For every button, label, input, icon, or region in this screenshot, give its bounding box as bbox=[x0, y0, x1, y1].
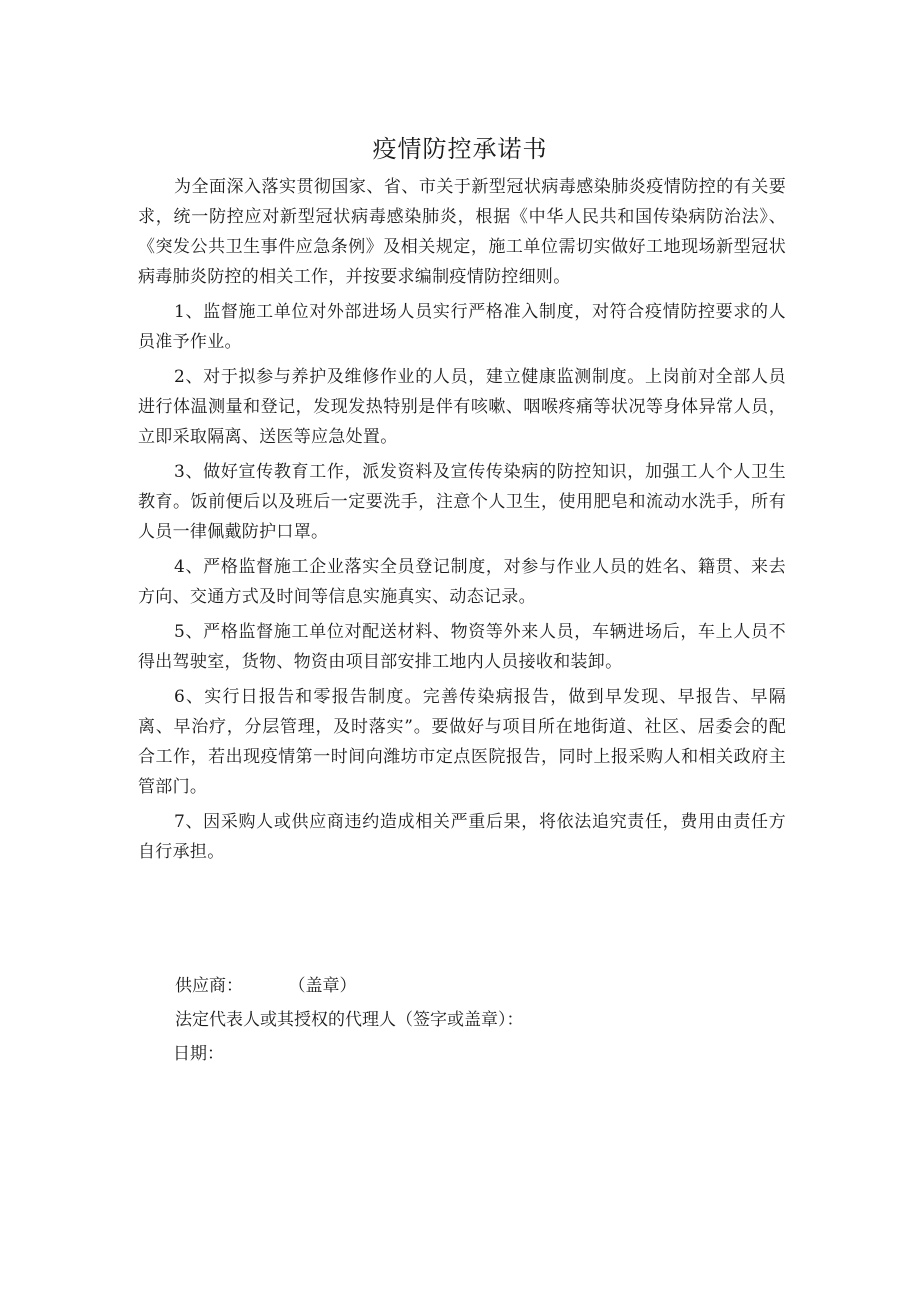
item-4: 4、严格监督施工企业落实全员登记制度，对参与作业人员的姓名、籍贯、来去方向、交通方式及时间等信息实施真实、动态记录。 bbox=[138, 557, 786, 607]
supplier-line bbox=[175, 974, 795, 998]
intro-paragraph: 为全面深入落实贯彻国家、省、市关于新型冠状病毒感染肺炎疫情防控的有关要求，统一防控应对新型冠状病毒感染肺炎，根据《中华人民共和国传染病防治法》、《突发公共卫生事件应急条例》及相关规定，施工单位需切实做好工地现场新型冠状病毒肺炎防控的相关工作，并按要求编制疫情防控细则。 bbox=[138, 177, 786, 287]
document-body bbox=[138, 172, 786, 872]
item-6: 6、实行日报告和零报告制度。完善传染病报告，做到早发现、早报告、早隔离、早治疗，分层管理，及时落实”。要做好与项目所在地街道、社区、居委会的配合工作，若出现疫情第一时间向潍坊市定点医院报告，同时上报采购人和相关政府主管部门。 bbox=[138, 687, 786, 797]
item-1: 1、监督施工单位对外部进场人员实行严格准入制度，对符合疫情防控要求的人员准予作业。 bbox=[138, 302, 786, 352]
item-3: 3、做好宣传教育工作，派发资料及宣传传染病的防控知识，加强工人个人卫生教育。饭前便后以及班后一定要洗手，注意个人卫生，使用肥皂和流动水洗手，所有人员一律佩戴防护口罩。 bbox=[138, 462, 786, 542]
document-title: 疫情防控承诺书 bbox=[372, 135, 548, 163]
item-7: 7、因采购人或供应商违约造成相关严重后果，将依法追究责任，费用由责任方自行承担。 bbox=[138, 812, 786, 862]
supplier-label: 供应商： bbox=[175, 976, 243, 996]
item-5: 5、严格监督施工单位对配送材料、物资等外来人员，车辆进场后，车上人员不得出驾驶室，货物、物资由项目部安排工地内人员接收和装卸。 bbox=[138, 622, 786, 672]
supplier-stamp: （盖章） bbox=[297, 976, 357, 996]
representative-line: 法定代表人或其授权的代理人（签字或盖章）： bbox=[175, 1010, 524, 1030]
date-line: 日期： bbox=[173, 1044, 224, 1064]
item-2: 2、对于拟参与养护及维修作业的人员，建立健康监测制度。上岗前对全部人员进行体温测量和登记，发现发热特别是伴有咳嗽、咽喉疼痛等状况等身体异常人员，立即采取隔离、送医等应急处置。 bbox=[138, 367, 786, 447]
signature-block bbox=[175, 974, 795, 1076]
